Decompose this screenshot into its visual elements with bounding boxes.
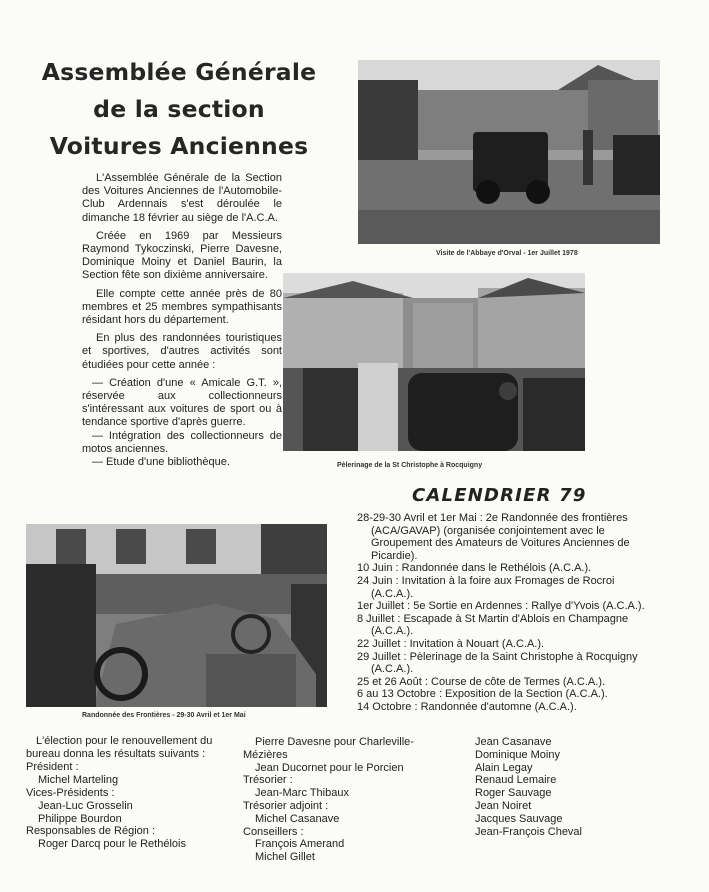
calendar-event: 10 Juin : Randonnée dans le Rethélois (A.C.A.).: [357, 562, 592, 575]
intro-paragraph: En plus des randonnées touristiques et sportives, d'autres activités sont étudiées pour cette année :: [82, 332, 282, 371]
role-label: Responsables de Région :: [26, 825, 156, 838]
calendar-title: CALENDRIER 79: [412, 485, 587, 506]
calendar-event: 1er Juillet : 5e Sortie en Ardennes : Rallye d'Yvois (A.C.A.).: [357, 600, 645, 613]
title-line: Voitures Anciennes: [49, 132, 309, 160]
member-name: Jean-François Cheval: [475, 825, 582, 838]
calendar-event: 24 Juin : Invitation à la foire aux Fromages de Rocroi (A.C.A.).: [357, 574, 615, 600]
calendar-event: 8 Juillet : Escapade à St Martin d'Ablois en Champagne (A.C.A.).: [357, 612, 629, 638]
member-name: Michel Casanave: [255, 812, 340, 825]
member-name: François Amerand: [255, 838, 345, 851]
member-name: Jean Ducornet pour le Porcien: [255, 761, 404, 774]
calendar-event: 28-29-30 Avril et 1er Mai : 2e Randonnée des frontières (ACA/GAVAP) (organisée conjointement avec le Groupement des Amateurs de Voitures Anciennes de Picardie).: [357, 512, 630, 562]
election-intro: L'élection pour le renouvellement du bureau donna les résultats suivants :: [26, 735, 213, 761]
role-label: Trésorier :: [243, 774, 293, 787]
election-col-1: [26, 735, 236, 851]
member-name: Michel Marteling: [38, 774, 119, 787]
article-title: [20, 54, 338, 165]
member-name: Jean-Luc Grosselin: [38, 799, 133, 812]
member-name: Mézières: [243, 748, 288, 761]
member-name: Jacques Sauvage: [475, 812, 563, 825]
caption-orval: Visite de l'Abbaye d'Orval - 1er Juillet 1978: [436, 250, 578, 257]
member-name: Roger Sauvage: [475, 787, 552, 800]
election-col-2: [243, 736, 443, 864]
activity-item: — Création d'une « Amicale G.T. », réservée aux collectionneurs s'intéressant aux voitures de sport ou à tendance sportive d'après guerre.: [82, 376, 282, 429]
photo-abbaye-orval: [358, 60, 660, 244]
election-col-3: [475, 736, 675, 838]
member-name: Pierre Davesne pour Charleville-: [255, 736, 414, 748]
member-name: Renaud Lemaire: [475, 774, 557, 787]
intro-text: [82, 172, 282, 469]
activity-item: — Etude d'une bibliothèque.: [92, 456, 230, 469]
role-label: Président :: [26, 761, 79, 774]
member-name: Michel Gillet: [255, 851, 315, 864]
title-line: Assemblée Générale: [41, 58, 317, 86]
member-name: Philippe Bourdon: [38, 812, 122, 825]
calendar-event: 6 au 13 Octobre : Exposition de la Section (A.C.A.).: [357, 688, 608, 701]
photo-rocquigny: [283, 273, 585, 451]
member-name: Jean Casanave: [475, 736, 552, 748]
calendar-list: [357, 512, 657, 714]
role-label: Conseillers :: [243, 825, 304, 838]
photo-randonnee-frontieres: [26, 524, 327, 707]
title-line: de la section: [93, 95, 265, 123]
intro-paragraph: Créée en 1969 par Messieurs Raymond Tykoczinski, Pierre Davesne, Dominique Moiny et Daniel Baurin, la Section fête son dixième anniversaire.: [82, 229, 282, 282]
caption-rocquigny: Pèlerinage de la St Christophe à Rocquigny: [337, 462, 483, 469]
role-label: Vices-Présidents :: [26, 787, 115, 799]
role-label: Trésorier adjoint :: [243, 799, 329, 812]
activity-item: — Intégration des collectionneurs de motos anciennes.: [82, 429, 282, 455]
member-name: Jean-Marc Thibaux: [255, 787, 349, 800]
member-name: Dominique Moiny: [475, 748, 560, 761]
caption-frontieres: Randonnée des Frontières - 29-30 Avril et 1er Mai: [82, 712, 246, 719]
member-name: Jean Noiret: [475, 799, 532, 812]
calendar-event: 25 et 26 Août : Course de côte de Termes (A.C.A.).: [357, 675, 606, 688]
calendar-event: 14 Octobre : Randonnée d'automne (A.C.A.).: [357, 700, 577, 713]
calendar-event: 29 Juillet : Pèlerinage de la Saint Christophe à Rocquigny (A.C.A.).: [357, 650, 638, 676]
member-name: Alain Legay: [475, 761, 533, 774]
member-name: Roger Darcq pour le Rethélois: [38, 838, 186, 851]
calendar-event: 22 Juillet : Invitation à Nouart (A.C.A.).: [357, 637, 545, 650]
intro-paragraph: L'Assemblée Générale de la Section des Voitures Anciennes de l'Automobile-Club Ardennais s'est déroulée le dimanche 18 février au siège de l'A.C.A.: [82, 172, 282, 224]
intro-paragraph: Elle compte cette année près de 80 membres et 25 membres sympathisants résidant hors du département.: [82, 287, 282, 327]
